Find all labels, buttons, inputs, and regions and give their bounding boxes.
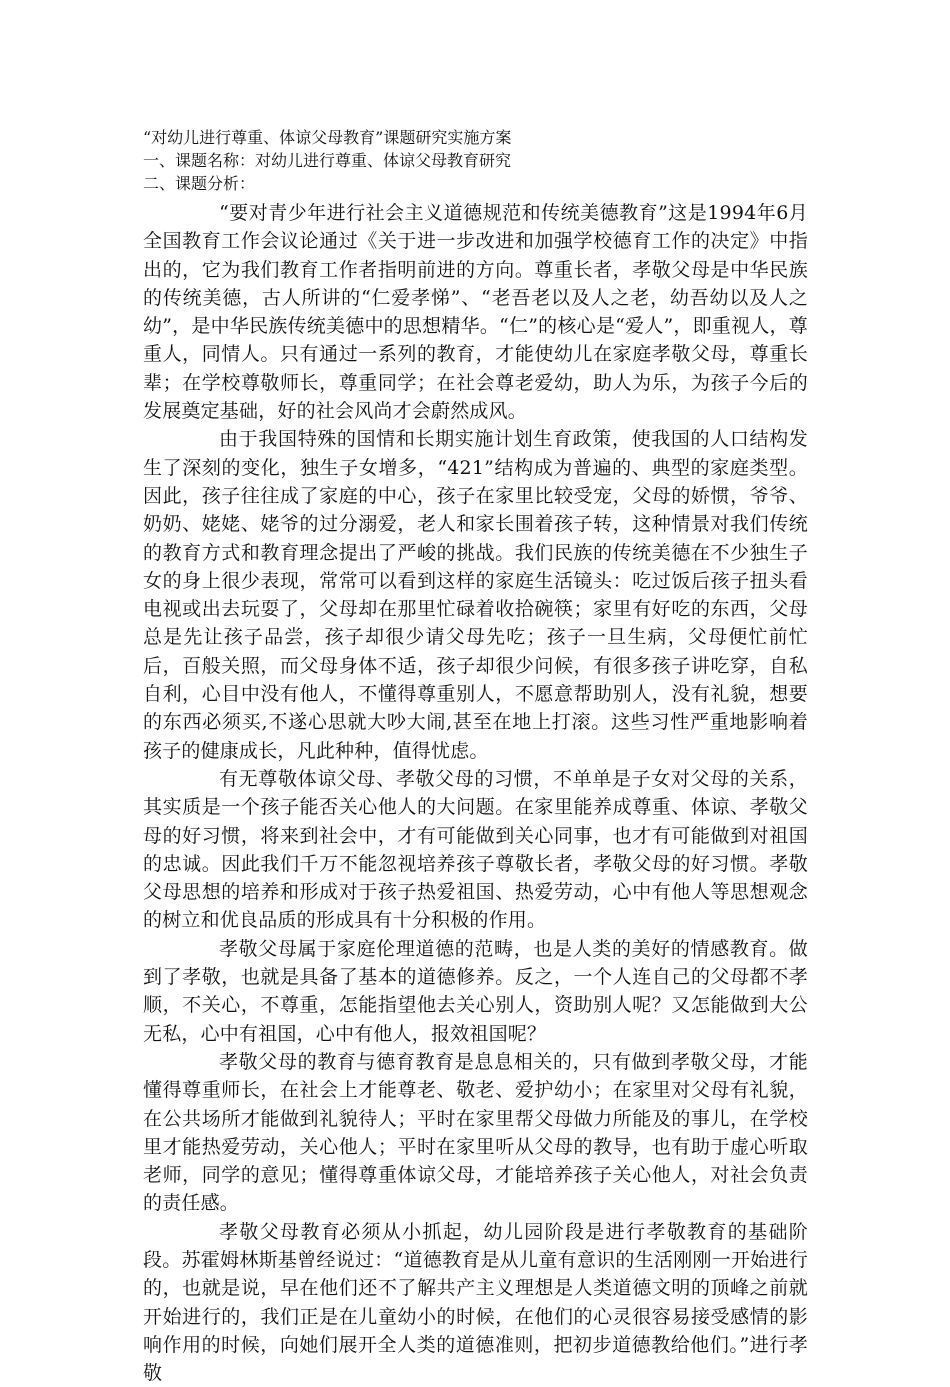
paragraph-1: “要对青少年进行社会主义道德规范和传统美德教育”这是1994年6月全国教育工作会议论通过《关于进一步改进和加强学校德育工作的决定》中指出的，它为我们教育工作者指明前进的方向。尊重长者，孝敬父母是中华民族的传统美德，古人所讲的“仁爱孝悌”、“老吾老以及人之老，幼吾幼以及人之幼”，是中华民族传统美德中的思想精华。“仁”的核心是“爱人”，即重视人，尊重人，同情人。只有通过一系列的教育，才能使幼儿在家庭孝敬父母，尊重长辈；在学校尊敬师长，尊重同学；在社会尊老爱幼，助人为乐，为孩子今后的发展奠定基础，好的社会风尚才会蔚然成风。 [143,202,808,423]
section-analysis-heading: 二、课题分析： [143,174,256,193]
paragraph-4: 孝敬父母属于家庭伦理道德的范畴，也是人类的美好的情感教育。做到了孝敬，也就是具备了基本的道德修养。反之，一个人连自己的父母都不孝顺，不关心，不尊重，怎能指望他去关心别人，资助别人呢？又怎能做到大公无私，心中有祖国，心中有他人，报效祖国呢？ [143,937,808,1045]
paragraph-2: 由于我国特殊的国情和长期实施计划生育政策，使我国的人口结构发生了深刻的变化，独生子女增多，“421”结构成为普遍的、典型的家庭类型。因此，孩子往往成了家庭的中心，孩子在家里比较受宠，父母的娇惯，爷爷、奶奶、姥姥、姥爷的过分溺爱，老人和家长围着孩子转，这种情景对我们传统的教育方式和教育理念提出了严峻的挑战。我们民族的传统美德在不少独生子女的身上很少表现，常常可以看到这样的家庭生活镜头：吃过饭后孩子扭头看电视或出去玩耍了，父母却在那里忙碌着收拾碗筷；家里有好吃的东西，父母总是先让孩子品尝，孩子却很少请父母先吃；孩子一旦生病，父母便忙前忙后，百般关照，而父母身体不适，孩子却很少问候，有很多孩子讲吃穿，自私自利，心目中没有他人，不懂得尊重别人，不愿意帮助别人，没有礼貌，想要的东西必须买,不遂心思就大吵大闹,甚至在地上打滚。这些习性严重地影响着孩子的健康成长，凡此种种，值得忧虑。 [143,428,808,762]
paragraph-5: 孝敬父母的教育与德育教育是息息相关的，只有做到孝敬父母，才能懂得尊重师长，在社会上才能尊老、敬老、爱护幼小；在家里对父母有礼貌，在公共场所才能做到礼貌待人；平时在家里帮父母做力所能及的事儿，在学校里才能热爱劳动，关心他人；平时在家里听从父母的教导，也有助于虚心听取老师，同学的意见；懂得尊重体谅父母，才能培养孩子关心他人，对社会负责的责任感。 [143,1050,808,1215]
paragraph-6: 孝敬父母教育必须从小抓起，幼儿园阶段是进行孝敬教育的基础阶段。苏霍姆林斯基曾经说过：“道德教育是从儿童有意识的生活刚刚一开始进行的，也就是说，早在他们还不了解共产主义理想是人类道德文明的顶峰之前就开始进行的，我们正是在儿童幼小的时候，在他们的心灵很容易接受感情的影响作用的时候，向她们展开全人类的道德准则，把初步道德教给他们。”进行孝敬 [143,1220,808,1385]
paragraph-3: 有无尊敬体谅父母、孝敬父母的习惯，不单单是子女对父母的关系，其实质是一个孩子能否关心他人的大问题。在家里能养成尊重、体谅、孝敬父母的好习惯，将来到社会中，才有可能做到关心同事，也才有可能做到对祖国的忠诚。因此我们千万不能忽视培养孩子尊敬长者，孝敬父母的好习惯。孝敬父母思想的培养和形成对于孩子热爱祖国、热爱劳动，心中有他人等思想观念的树立和优良品质的形成具有十分积极的作用。 [143,767,808,932]
document-body [143,126,808,1387]
section-topic-name: 一、课题名称：对幼儿进行尊重、体谅父母教育研究 [143,151,512,170]
document-title: “对幼儿进行尊重、体谅父母教育”课题研究实施方案 [143,128,512,147]
